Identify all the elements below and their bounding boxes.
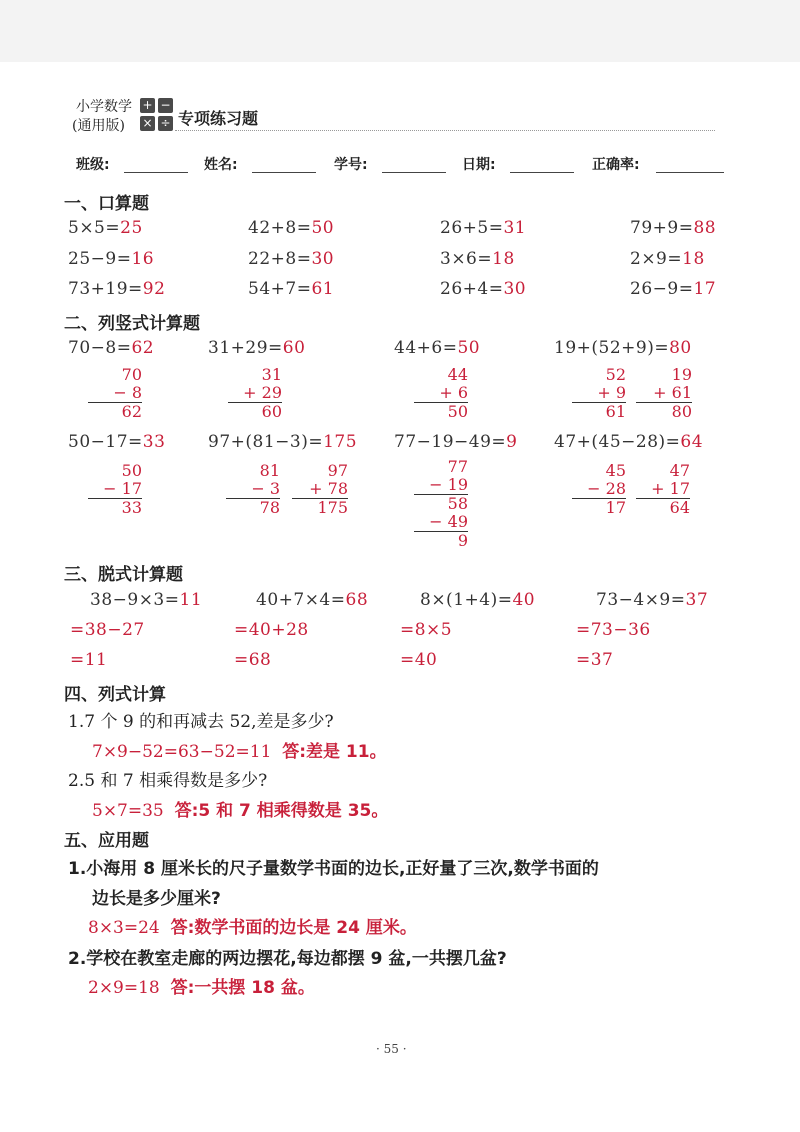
calc-line: 64 [669, 498, 690, 517]
calc-line: 50 [447, 402, 468, 421]
vertical-calc [292, 462, 348, 517]
answer-text: 答:一共摆 18 盆。 [170, 978, 315, 998]
calc-line: 44 [447, 365, 468, 384]
question-text: 边长是多少厘米? [92, 889, 221, 909]
step-line: =8×5 [400, 620, 453, 640]
oral-problem: 73+19=92 [68, 279, 166, 299]
class-label: 班级: [76, 157, 110, 173]
oral-problem: 54+7=61 [248, 279, 335, 299]
calc-line: + 29 [228, 384, 282, 403]
oral-problem: 42+8=50 [248, 218, 335, 238]
answer-line [92, 796, 388, 821]
calc-line: + 9 [572, 384, 626, 403]
calc-line: 17 [605, 498, 626, 517]
step-line: =37 [576, 650, 614, 670]
question-text: 1.7 个 9 的和再减去 52,差是多少? [68, 712, 334, 732]
calc-line: 80 [671, 402, 692, 421]
calc-line: − 19 [414, 476, 468, 495]
answer-calc: 2×9=18 [88, 978, 160, 998]
calc-line: 60 [261, 402, 282, 421]
section2-title: 二、列竖式计算题 [64, 314, 200, 334]
date-label: 日期: [462, 157, 496, 173]
stepwise-problem: 38−9×3=11 [90, 590, 203, 610]
divide-icon: ÷ [158, 116, 173, 131]
calc-line: 175 [317, 498, 348, 517]
student-id-blank[interactable] [382, 172, 446, 173]
class-blank[interactable] [124, 172, 188, 173]
vertical-calc [88, 462, 142, 517]
step-line: =68 [234, 650, 272, 670]
accuracy-blank[interactable] [656, 172, 724, 173]
oral-problem: 5×5=25 [68, 218, 143, 238]
calc-line: 19 [671, 365, 692, 384]
question-text: 1.小海用 8 厘米长的尺子量数学书面的边长,正好量了三次,数学书面的 [68, 859, 599, 879]
calc-line: − 3 [226, 480, 280, 499]
calc-line: − 49 [414, 513, 468, 532]
page-number: · 55 · [376, 1042, 407, 1056]
calc-line: 31 [261, 365, 282, 384]
vertical-calc [572, 462, 626, 517]
calc-line: + 78 [292, 480, 348, 499]
oral-problem: 25−9=16 [68, 249, 155, 269]
name-label: 姓名: [204, 157, 238, 173]
column-problem: 44+6=50 [394, 338, 481, 358]
accuracy-label: 正确率: [592, 157, 640, 173]
oral-problem: 3×6=18 [440, 249, 515, 269]
oral-problem: 26+5=31 [440, 218, 527, 238]
stepwise-problem: 40+7×4=68 [256, 590, 369, 610]
column-problem: 77−19−49=9 [394, 432, 518, 452]
oral-problem: 2×9=18 [630, 249, 705, 269]
subject-label: 小学数学 [76, 99, 132, 115]
calc-line: 77 [447, 457, 468, 476]
calc-line: 9 [457, 531, 468, 550]
student-id-label: 学号: [334, 157, 368, 173]
section4-title: 四、列式计算 [64, 685, 166, 705]
calc-line: 97 [327, 461, 348, 480]
step-line: =73−36 [576, 620, 651, 640]
vertical-calc [414, 366, 468, 421]
answer-text: 答:5 和 7 相乘得数是 35。 [174, 801, 389, 821]
vertical-calc [228, 366, 282, 421]
header-divider [175, 130, 715, 131]
step-line: =38−27 [70, 620, 145, 640]
section5-title: 五、应用题 [64, 831, 149, 851]
vertical-calc [636, 366, 692, 421]
question-text: 2.5 和 7 相乘得数是多少? [68, 771, 268, 791]
vertical-calc [636, 462, 690, 517]
answer-calc: 8×3=24 [88, 918, 160, 938]
calc-line: − 17 [88, 480, 142, 499]
calc-line: 61 [605, 402, 626, 421]
answer-line [88, 913, 417, 938]
edition-label: (通用版) [72, 118, 125, 134]
answer-calc: 7×9−52=63−52=11 [92, 742, 272, 762]
answer-line [92, 737, 387, 762]
calc-line: + 61 [636, 384, 692, 403]
calc-line: 45 [605, 461, 626, 480]
oral-problem: 22+8=30 [248, 249, 335, 269]
calc-line: + 6 [414, 384, 468, 403]
vertical-calc [414, 458, 468, 550]
calc-line: 52 [605, 365, 626, 384]
answer-line [88, 973, 315, 998]
calc-line: + 17 [636, 480, 690, 499]
calc-line: 78 [259, 498, 280, 517]
answer-calc: 5×7=35 [92, 801, 164, 821]
calc-line: 58 [447, 494, 468, 513]
column-problem: 31+29=60 [208, 338, 306, 358]
step-line: =11 [70, 650, 108, 670]
calc-line: 62 [121, 402, 142, 421]
column-problem: 47+(45−28)=64 [554, 432, 704, 452]
calc-line: 33 [121, 498, 142, 517]
column-problem: 19+(52+9)=80 [554, 338, 692, 358]
question-text: 2.学校在教室走廊的两边摆花,每边都摆 9 盆,一共摆几盆? [68, 949, 507, 969]
calc-line: 50 [121, 461, 142, 480]
column-problem: 70−8=62 [68, 338, 155, 358]
calc-line: 81 [259, 461, 280, 480]
vertical-calc [226, 462, 280, 517]
minus-icon: − [158, 98, 173, 113]
operator-icons [140, 98, 174, 132]
calc-line: 47 [669, 461, 690, 480]
vertical-calc [88, 366, 142, 421]
step-line: =40+28 [234, 620, 309, 640]
section3-title: 三、脱式计算题 [64, 565, 183, 585]
column-problem: 97+(81−3)=175 [208, 432, 358, 452]
step-line: =40 [400, 650, 438, 670]
oral-problem: 79+9=88 [630, 218, 717, 238]
stepwise-problem: 8×(1+4)=40 [420, 590, 536, 610]
calc-line: 70 [121, 365, 142, 384]
page-title: 专项练习题 [178, 109, 259, 128]
top-band [0, 0, 800, 62]
column-problem: 50−17=33 [68, 432, 166, 452]
answer-text: 答:差是 11。 [282, 742, 387, 762]
calc-line: − 28 [572, 480, 626, 499]
times-icon: × [140, 116, 155, 131]
oral-problem: 26+4=30 [440, 279, 527, 299]
date-blank[interactable] [510, 172, 574, 173]
plus-icon: + [140, 98, 155, 113]
section1-title: 一、口算题 [64, 194, 149, 214]
calc-line: − 8 [88, 384, 142, 403]
answer-text: 答:数学书面的边长是 24 厘米。 [170, 918, 417, 938]
oral-problem: 26−9=17 [630, 279, 717, 299]
vertical-calc [572, 366, 626, 421]
stepwise-problem: 73−4×9=37 [596, 590, 709, 610]
name-blank[interactable] [252, 172, 316, 173]
